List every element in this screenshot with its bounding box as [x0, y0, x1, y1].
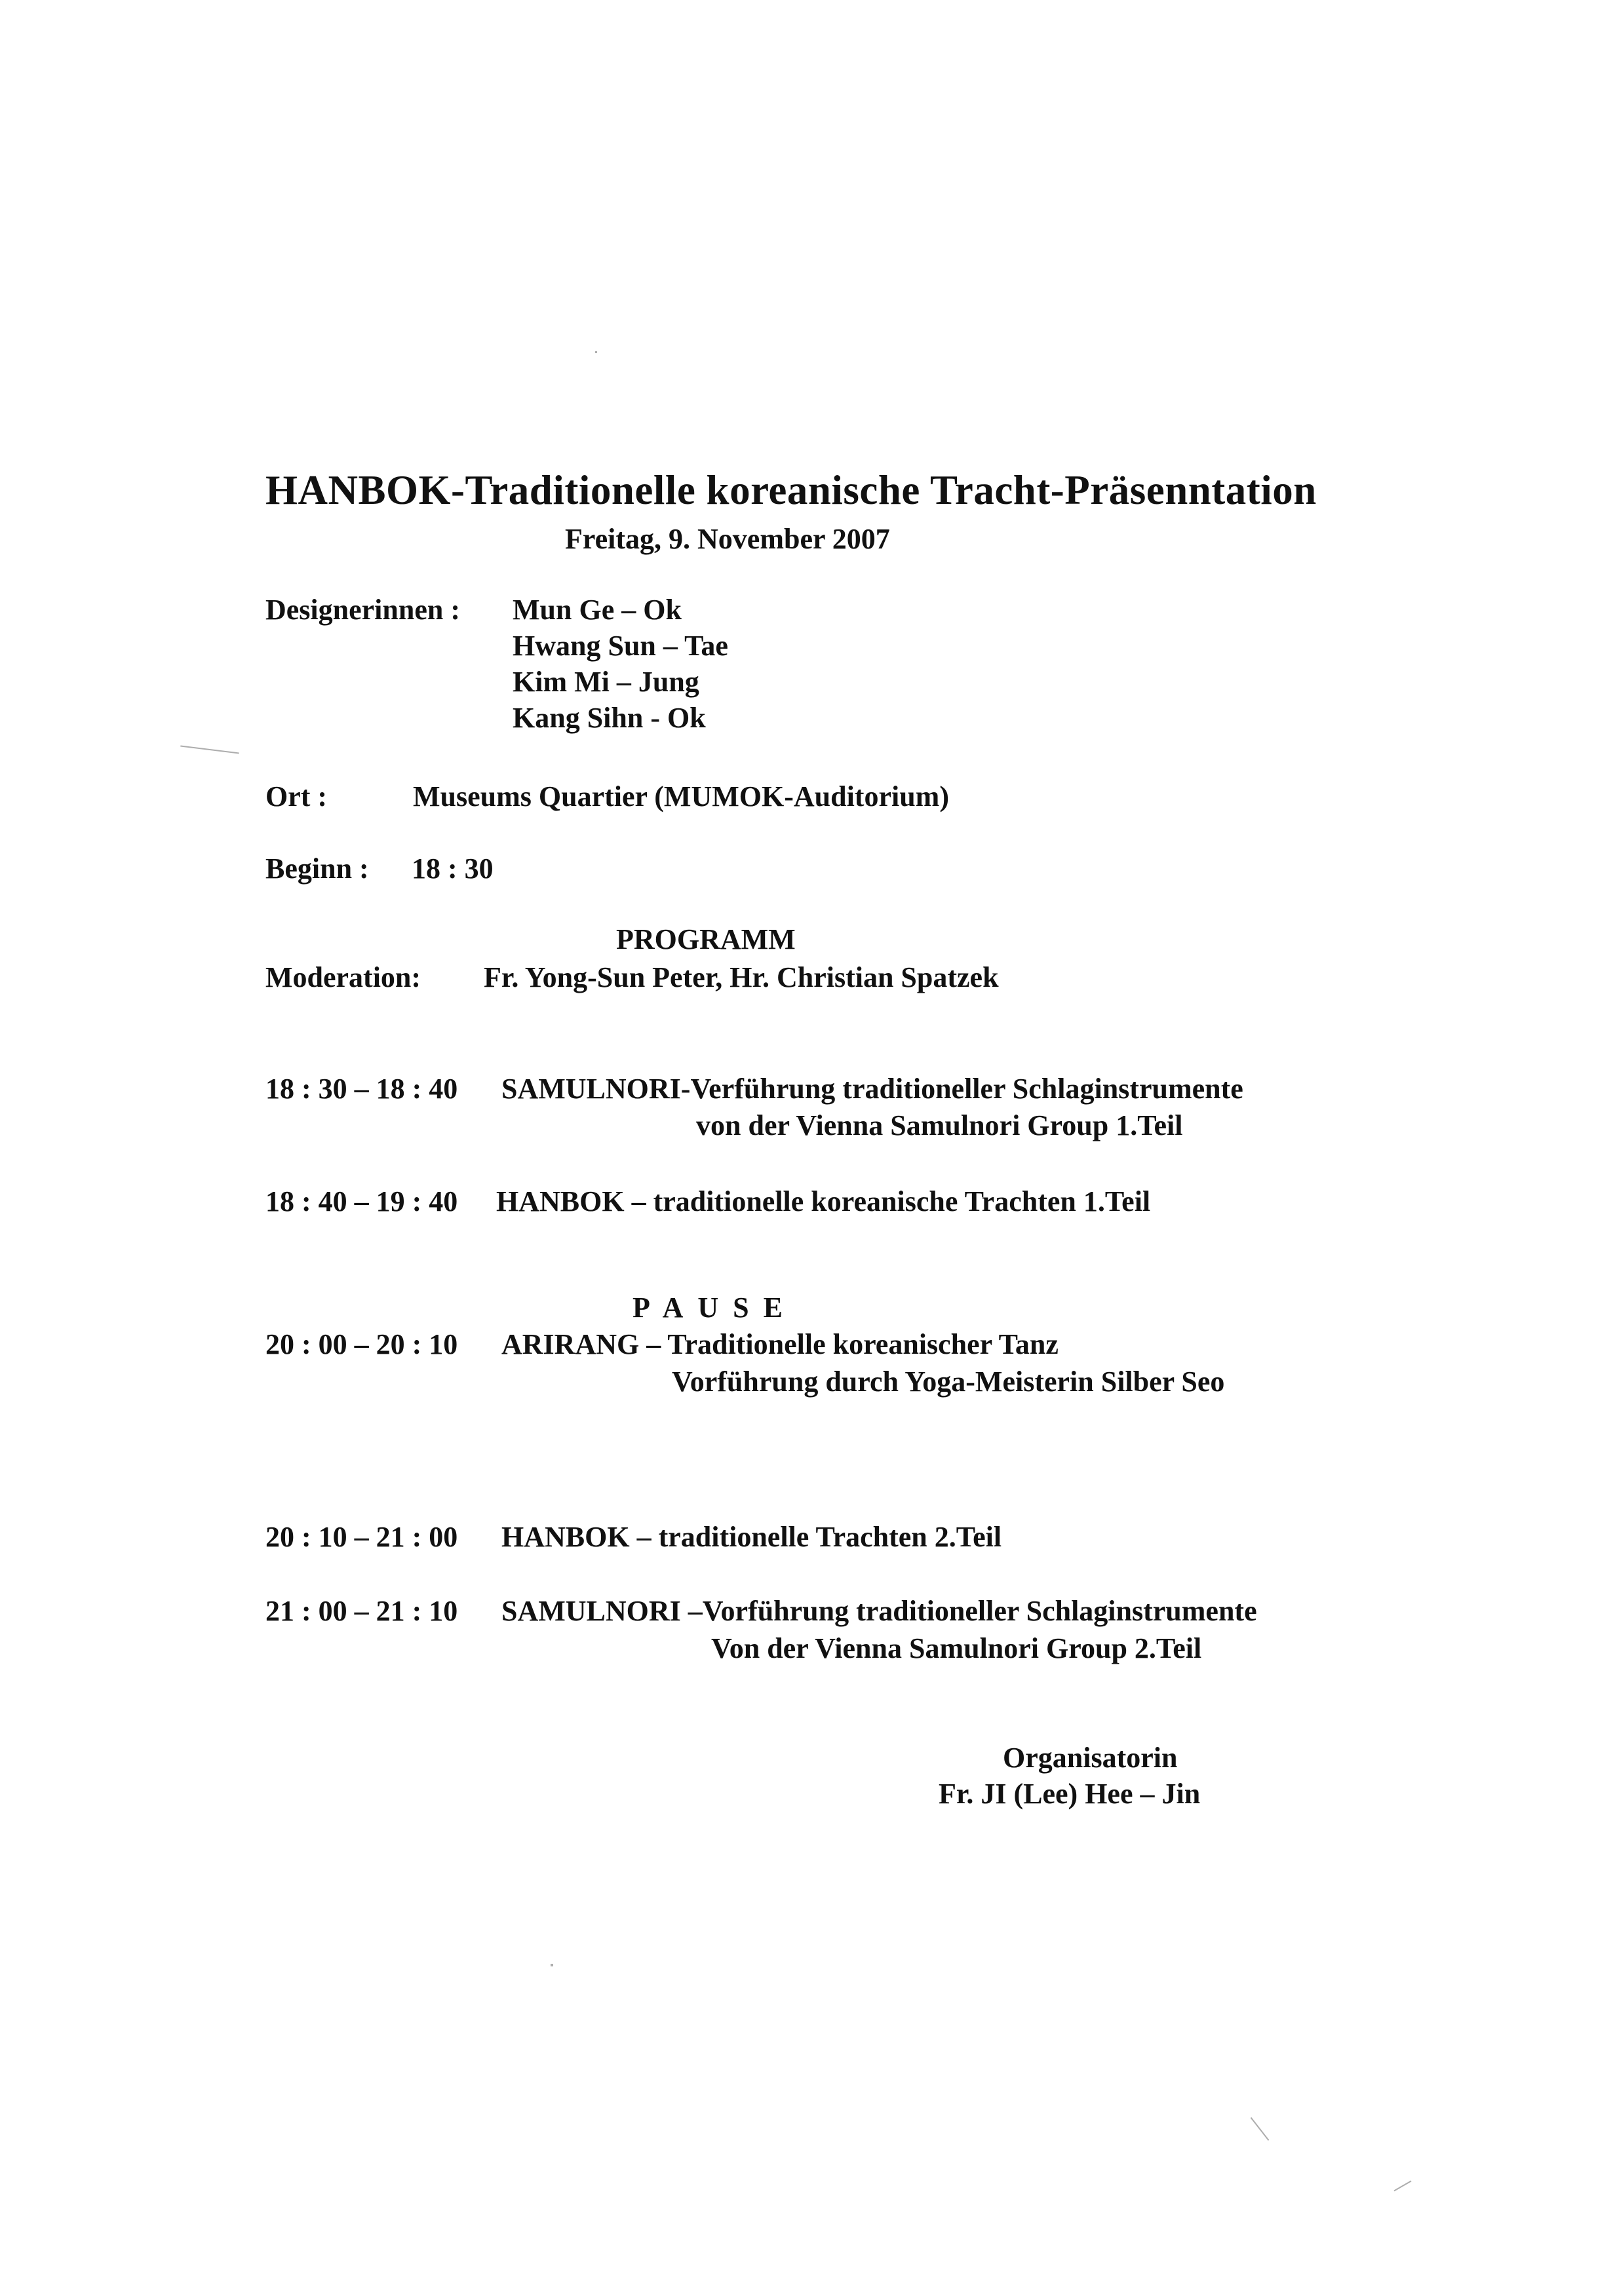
organizer-label: Organisatorin: [1003, 1742, 1178, 1774]
designer-name: Kim Mi – Jung: [513, 666, 699, 698]
moderation-label: Moderation:: [265, 961, 421, 993]
organizer-name: Fr. JI (Lee) Hee – Jin: [939, 1778, 1201, 1810]
schedule-item: SAMULNORI-Verführung traditioneller Schlaginstrumente: [501, 1073, 1243, 1105]
designer-name: Mun Ge – Ok: [513, 594, 682, 626]
schedule-item: HANBOK – traditionelle Trachten 2.Teil: [501, 1521, 1002, 1553]
designer-name: Hwang Sun – Tae: [513, 630, 728, 662]
scan-mark: [595, 351, 597, 353]
schedule-item: ARIRANG – Traditionelle koreanischer Tanz: [501, 1328, 1059, 1360]
schedule-time: 20 : 10 – 21 : 00: [265, 1521, 458, 1553]
schedule-item-detail: Von der Vienna Samulnori Group 2.Teil: [711, 1632, 1202, 1664]
venue-value: Museums Quartier (MUMOK-Auditorium): [413, 780, 949, 813]
scan-mark: [1251, 2117, 1270, 2141]
scan-mark: [1394, 2181, 1412, 2192]
schedule-item: HANBOK – traditionelle koreanische Trachten 1.Teil: [496, 1185, 1151, 1217]
schedule-time: 20 : 00 – 20 : 10: [265, 1328, 458, 1360]
schedule-item-detail: Vorführung durch Yoga-Meisterin Silber Seo: [672, 1366, 1225, 1398]
schedule-item: SAMULNORI –Vorführung traditioneller Schlaginstrumente: [501, 1595, 1257, 1627]
designers-label: Designerinnen :: [265, 594, 460, 626]
schedule-time: 18 : 30 – 18 : 40: [265, 1073, 458, 1105]
designer-name: Kang Sihn - Ok: [513, 702, 706, 734]
scan-mark: [551, 1964, 553, 1966]
start-label: Beginn :: [265, 852, 369, 885]
document-title: HANBOK-Traditionelle koreanische Tracht-Präsenntation: [265, 467, 1317, 513]
program-heading: PROGRAMM: [616, 923, 796, 955]
venue-label: Ort :: [265, 780, 328, 813]
event-date: Freitag, 9. November 2007: [565, 523, 890, 555]
pause-heading: PAUSE: [632, 1292, 797, 1324]
start-time: 18 : 30: [412, 852, 494, 885]
schedule-item-detail: von der Vienna Samulnori Group 1.Teil: [696, 1109, 1183, 1141]
moderation-value: Fr. Yong-Sun Peter, Hr. Christian Spatzek: [484, 961, 999, 993]
schedule-time: 21 : 00 – 21 : 10: [265, 1595, 458, 1627]
scan-mark: [180, 746, 239, 754]
schedule-time: 18 : 40 – 19 : 40: [265, 1185, 458, 1217]
